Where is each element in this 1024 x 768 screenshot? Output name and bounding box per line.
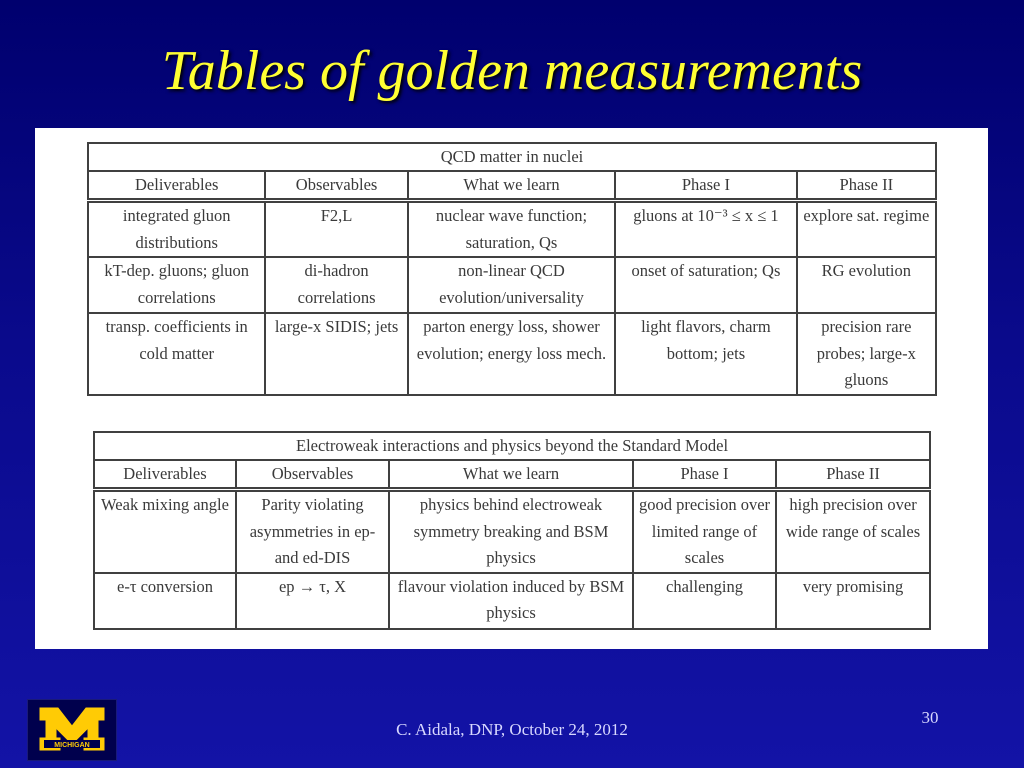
logo-text: MICHIGAN	[54, 742, 90, 749]
table-cell: light flavors, charm bottom; jets	[615, 313, 796, 395]
table-cell: F2,L	[265, 201, 407, 258]
table-row	[88, 201, 936, 258]
table-cell: high precision over wide range of scales	[776, 490, 930, 573]
column-header: What we learn	[408, 171, 615, 201]
table-row	[94, 573, 930, 629]
column-header: Deliverables	[94, 460, 236, 490]
table-cell: challenging	[633, 573, 776, 629]
table-cell: kT-dep. gluons; gluon correlations	[88, 257, 265, 313]
table-cell: nuclear wave function; saturation, Qs	[408, 201, 615, 258]
table-cell: large-x SIDIS; jets	[265, 313, 407, 395]
table-row	[88, 257, 936, 313]
table-cell: Parity violating asymmetries in ep- and ed-DIS	[236, 490, 389, 573]
table-row	[94, 490, 930, 573]
table-cell: very promising	[776, 573, 930, 629]
table-cell: physics behind electroweak symmetry breaking and BSM physics	[389, 490, 633, 573]
table-cell: flavour violation induced by BSM physics	[389, 573, 633, 629]
table-cell: RG evolution	[797, 257, 936, 313]
slide-title: Tables of golden measurements	[161, 40, 863, 102]
column-header: Phase II	[797, 171, 936, 201]
table-cell: e-τ conversion	[94, 573, 236, 629]
table-cell: onset of saturation; Qs	[615, 257, 796, 313]
electroweak-table	[93, 431, 931, 630]
table-row	[88, 313, 936, 395]
table-cell: parton energy loss, shower evolution; energy loss mech.	[408, 313, 615, 395]
table-caption: Electroweak interactions and physics beyond the Standard Model	[94, 432, 930, 460]
slide-footer: C. Aidala, DNP, October 24, 2012	[396, 720, 628, 739]
table-caption: QCD matter in nuclei	[88, 143, 936, 171]
table-cell: integrated gluon distributions	[88, 201, 265, 258]
table-cell: gluons at 10⁻³ ≤ x ≤ 1	[615, 201, 796, 258]
tables-panel	[35, 128, 988, 649]
column-header: Observables	[265, 171, 407, 201]
table-cell: ep → τ, X	[236, 573, 389, 629]
table-cell: di-hadron correlations	[265, 257, 407, 313]
column-header: Phase II	[776, 460, 930, 490]
table-cell: transp. coefficients in cold matter	[88, 313, 265, 395]
column-header: Phase I	[633, 460, 776, 490]
page-number: 30	[921, 708, 939, 727]
table-cell: explore sat. regime	[797, 201, 936, 258]
table-cell: Weak mixing angle	[94, 490, 236, 573]
qcd-matter-table	[87, 142, 937, 396]
column-header: Observables	[236, 460, 389, 490]
table-cell: good precision over limited range of scales	[633, 490, 776, 573]
column-header: Deliverables	[88, 171, 265, 201]
table-cell: non-linear QCD evolution/universality	[408, 257, 615, 313]
column-header: What we learn	[389, 460, 633, 490]
column-header: Phase I	[615, 171, 796, 201]
table-cell: precision rare probes; large-x gluons	[797, 313, 936, 395]
